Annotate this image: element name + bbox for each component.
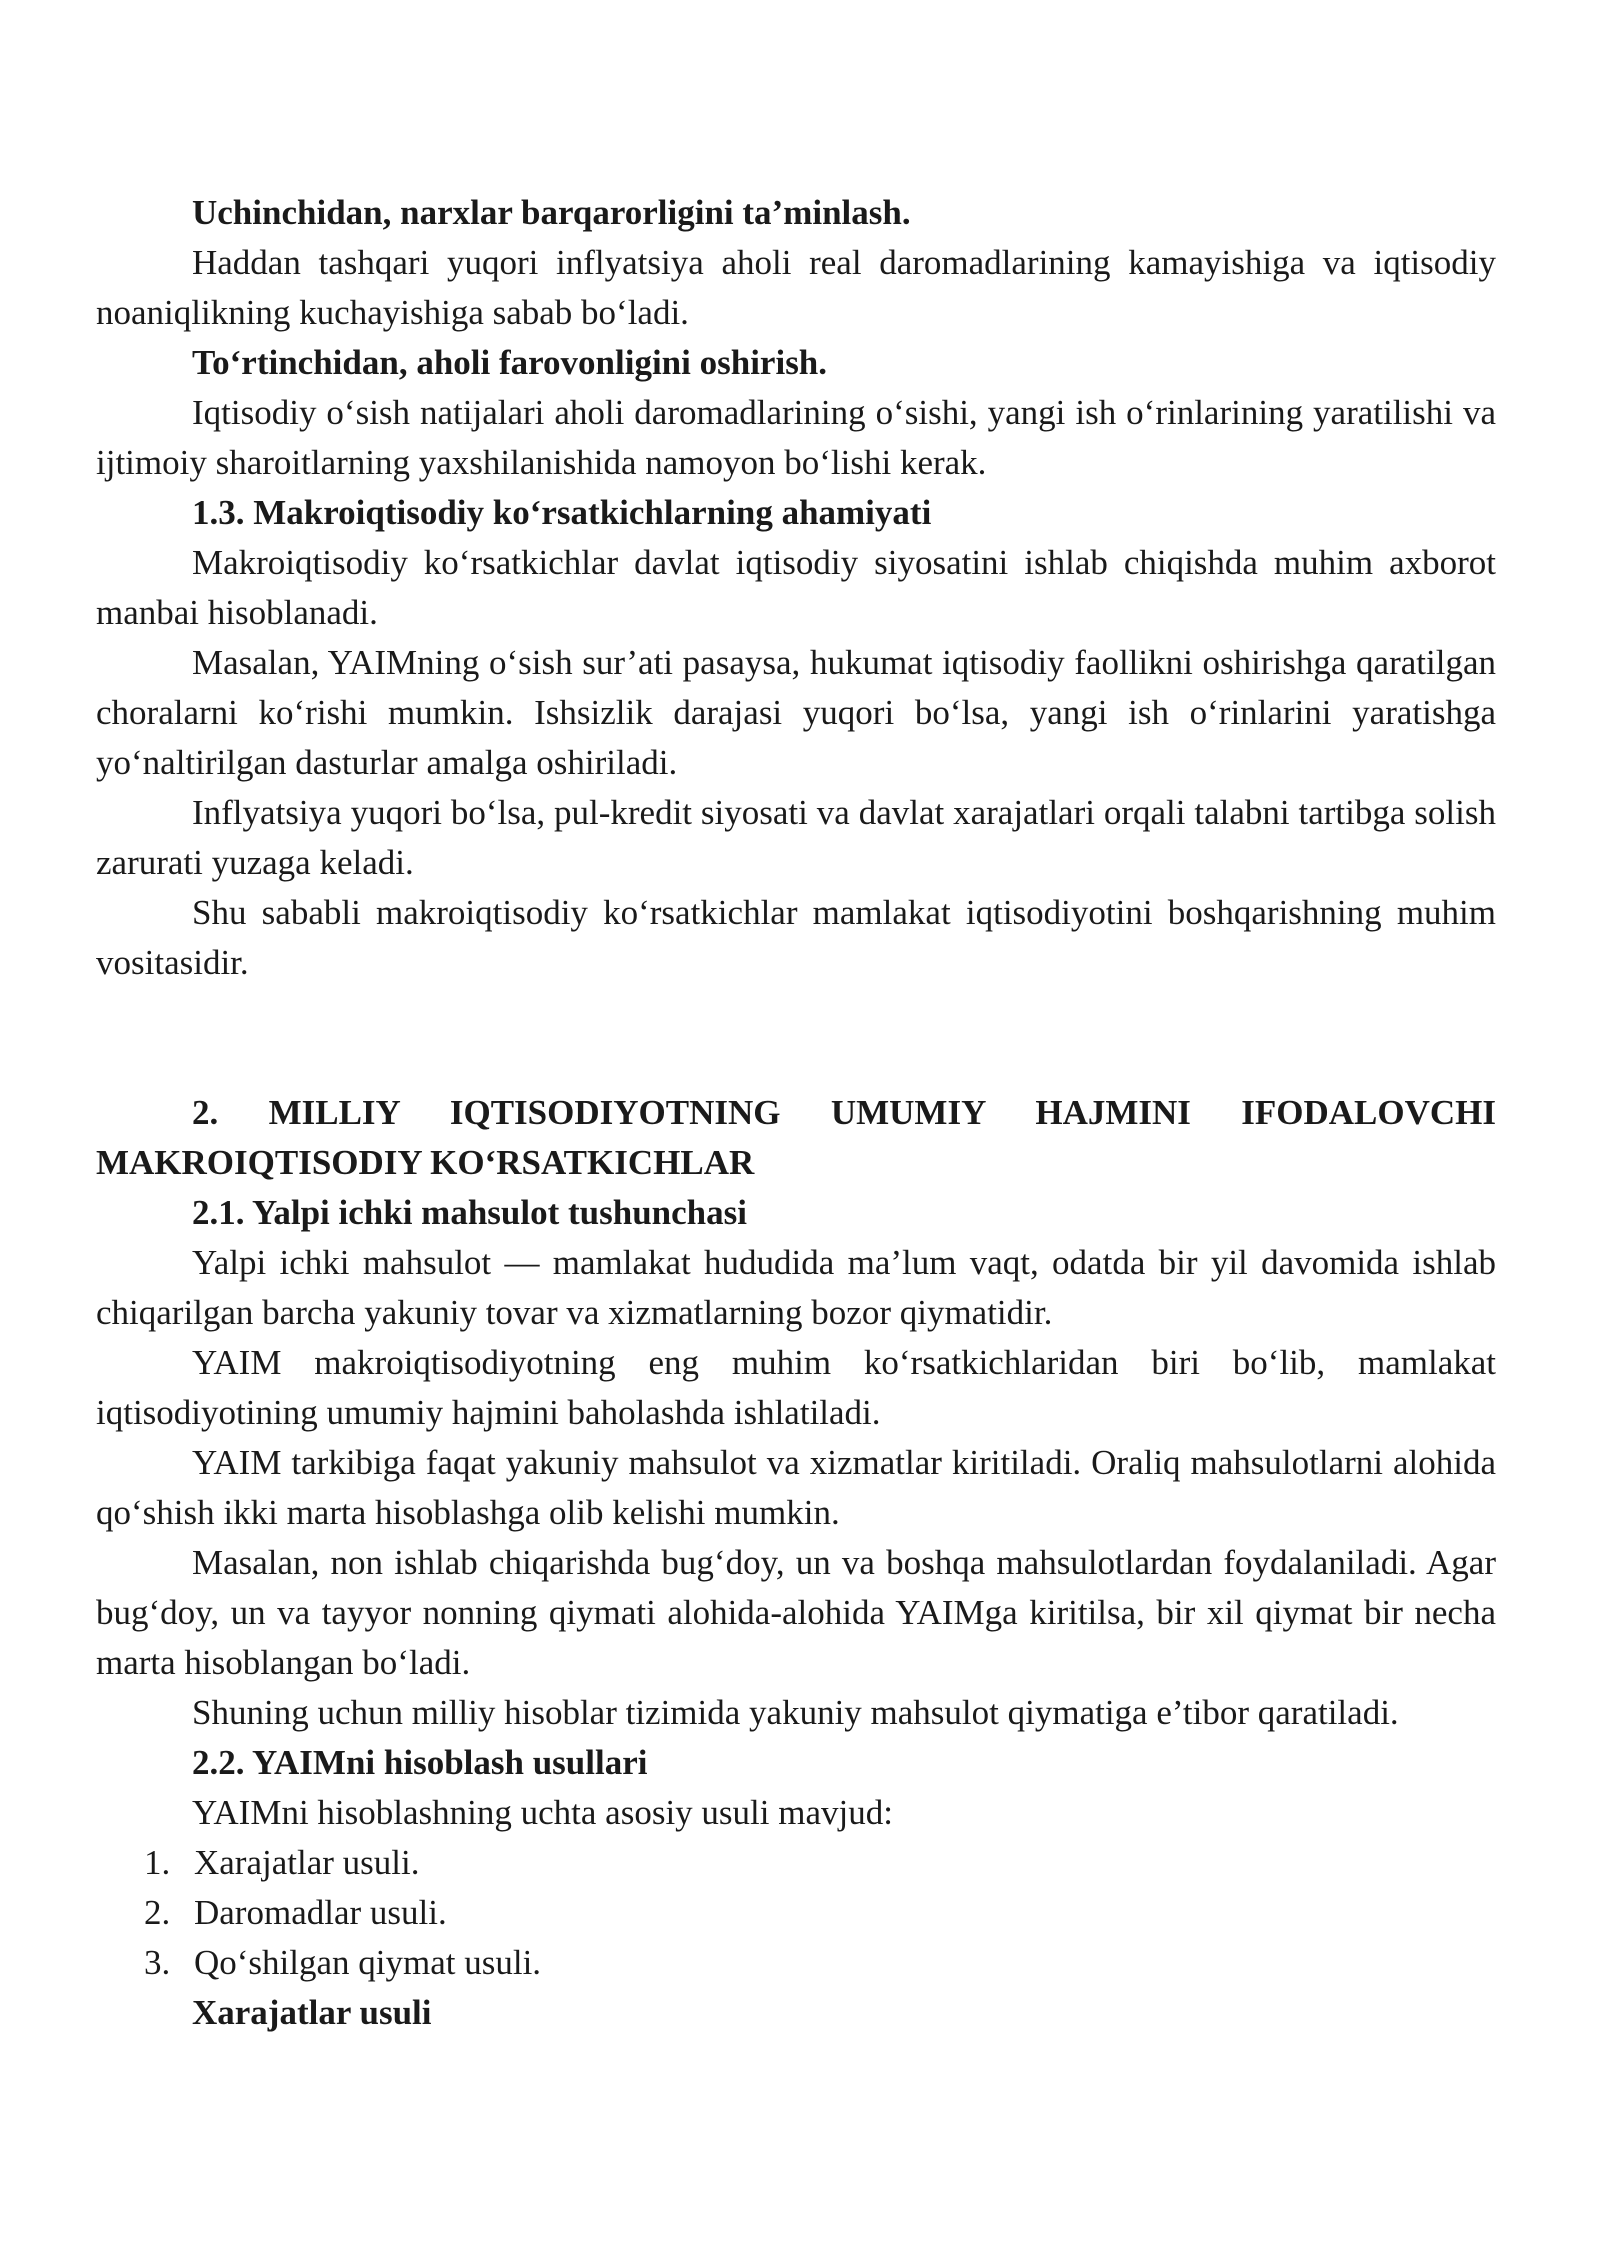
subheading-xarajatlar-usuli: Xarajatlar usuli [192,1993,432,2032]
paragraph-pul-kredit: Inflyatsiya yuqori bo‘lsa, pul-kredit siyosati va davlat xarajatlari orqali talabni tartibga solish zarurati yuzaga keladi. [96,793,1496,882]
list-item-number: 3. [144,1943,171,1982]
list-item-number: 2. [144,1893,171,1932]
list-item-text: Qo‘shilgan qiymat usuli. [194,1943,542,1982]
paragraph-shu-sababli: Shu sababli makroiqtisodiy ko‘rsatkichlar mamlakat iqtisodiyotini boshqarishning muhim vositasidir. [96,893,1496,982]
list-item-text: Xarajatlar usuli. [194,1843,420,1882]
paragraph-yaim-definition: Yalpi ichki mahsulot — mamlakat hududida ma’lum vaqt, odatda bir yil davomida ishlab chiqarilgan barcha yakuniy tovar va xizmatlarning bozor qiymatidir. [96,1243,1496,1332]
paragraph-inflyatsiya: Haddan tashqari yuqori inflyatsiya aholi real daromadlarining kamayishiga va iqtisodiy noaniqlikning kuchayishiga sabab bo‘ladi. [96,243,1496,332]
list-item-text: Daromadlar usuli. [194,1893,447,1932]
paragraph-uchta-usul: YAIMni hisoblashning uchta asosiy usuli mavjud: [192,1793,893,1832]
paragraph-axborot-manbai: Makroiqtisodiy ko‘rsatkichlar davlat iqtisodiy siyosatini ishlab chiqishda muhim axborot manbai hisoblanadi. [96,543,1496,632]
paragraph-iqtisodiy-osish: Iqtisodiy o‘sish natijalari aholi daromadlarining o‘sishi, yangi ish o‘rinlarining yaratilishi va ijtimoiy sharoitlarning yaxshilanishida namoyon bo‘lishi kerak. [96,393,1496,482]
section-gap [96,988,1496,1088]
paragraph-non-example: Masalan, non ishlab chiqarishda bug‘doy, un va boshqa mahsulotlardan foydalaniladi. Agar bug‘doy, un va tayyor nonning qiymati alohida-alohida YAIMga kiritilsa, bir xil qiymat bir necha marta hisoblangan bo‘ladi. [96,1543,1496,1682]
list-item [96,1888,1496,1938]
section-heading-2-2: 2.2. YAIMni hisoblash usullari [192,1743,648,1782]
list-item-number: 1. [144,1843,171,1882]
section-heading-1-3: 1.3. Makroiqtisodiy ko‘rsatkichlarning ahamiyati [192,493,932,532]
methods-list [96,1838,1496,1988]
paragraph-yaim-tarkibi: YAIM tarkibiga faqat yakuniy mahsulot va xizmatlar kiritiladi. Oraliq mahsulotlarni alohida qo‘shish ikki marta hisoblashga olib kelishi mumkin. [96,1443,1496,1532]
list-item [96,1838,1496,1888]
paragraph-shuning-uchun: Shuning uchun milliy hisoblar tizimida yakuniy mahsulot qiymatiga e’tibor qaratiladi. [192,1693,1399,1732]
document-page [96,188,1496,2038]
subheading-tortinchidan: To‘rtinchidan, aholi farovonligini oshirish. [192,343,828,382]
section-heading-2-1: 2.1. Yalpi ichki mahsulot tushunchasi [192,1193,747,1232]
list-item [96,1938,1496,1988]
chapter-title-2: 2. MILLIY IQTISODIYOTNING UMUMIY HAJMINI IFODALOVCHI MAKROIQTISODIY KO‘RSATKICHLAR [96,1093,1496,1182]
subheading-uchinchidan: Uchinchidan, narxlar barqarorligini ta’minlash. [192,193,911,232]
paragraph-yaim-muhim: YAIM makroiqtisodiyotning eng muhim ko‘rsatkichlaridan biri bo‘lib, mamlakat iqtisodiyotining umumiy hajmini baholashda ishlatiladi. [96,1343,1496,1432]
paragraph-masalan-yaim: Masalan, YAIMning o‘sish sur’ati pasaysa, hukumat iqtisodiy faollikni oshirishga qaratilgan choralarni ko‘rishi mumkin. Ishsizlik darajasi yuqori bo‘lsa, yangi ish o‘rinlarini yaratishga yo‘naltirilgan dasturlar amalga oshiriladi. [96,643,1496,782]
